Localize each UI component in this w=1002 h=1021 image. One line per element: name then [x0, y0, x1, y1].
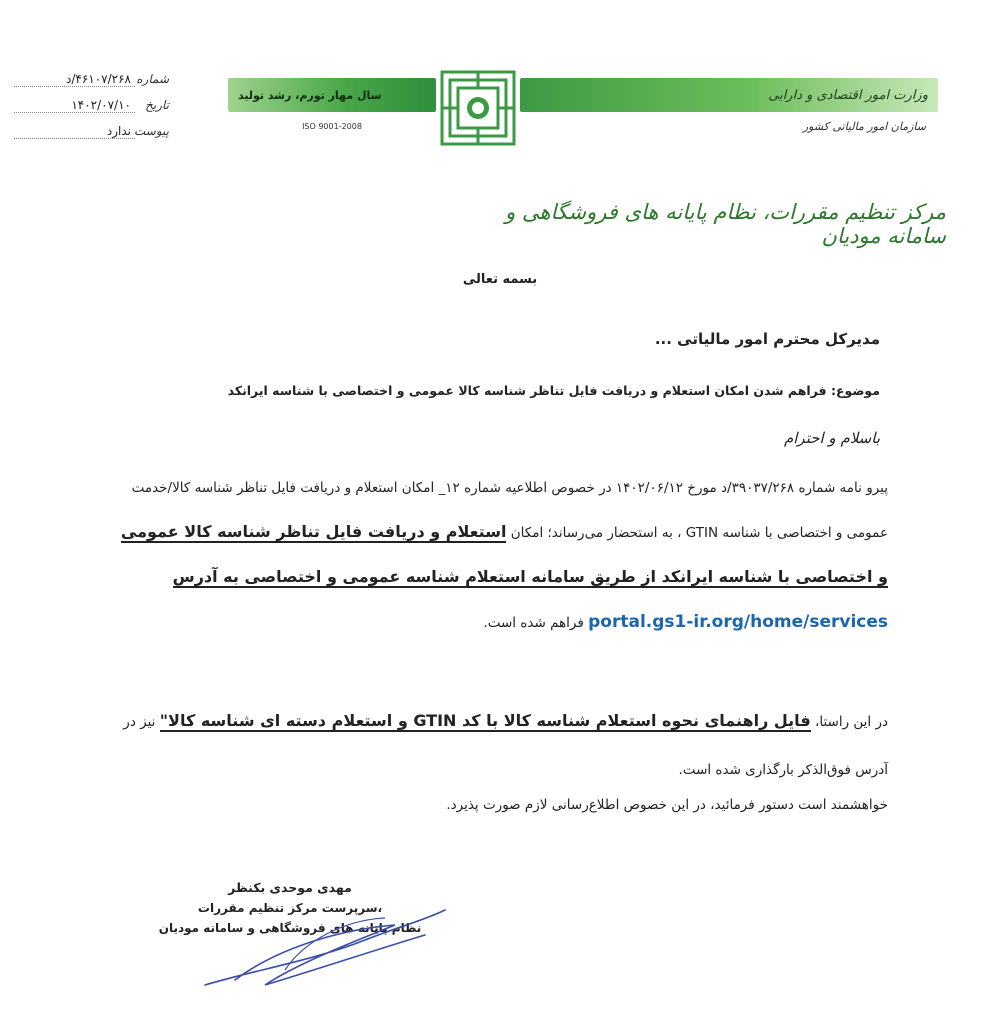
greeting: باسلام و احترام: [783, 429, 880, 447]
ministry-name: وزارت امور اقتصادی و دارایی: [520, 78, 938, 112]
signatory-title-line-2: نظام پایانه های فروشگاهی و سامانه مودیان: [158, 921, 422, 935]
attachment-label: پیوست: [134, 124, 169, 138]
paragraph-2-emphasis: فایل راهنمای نحوه استعلام شناسه کالا با کد GTIN و استعلام دسته ای شناسه کالا": [159, 711, 811, 730]
body-paragraph-3: خواهشمند است دستور فرمائید، در این خصوص اطلاع‌رسانی لازم صورت پذیرد.: [446, 797, 888, 813]
addressee: مدیرکل محترم امور مالیاتی ...: [654, 330, 880, 348]
letter-meta: [14, 72, 169, 150]
meta-number-row: [14, 72, 169, 98]
number-value: ۴۶۱۰۷/۲۶۸/د: [14, 72, 135, 87]
department-title: مرکز تنظیم مقررات، نظام پایانه های فروشگاهی و سامانه مودیان: [505, 200, 946, 248]
date-label: تاریخ: [145, 98, 169, 112]
handwritten-signature: [195, 890, 455, 1000]
body-paragraph-1: [118, 466, 888, 645]
bismillah: بسمه تعالی: [462, 272, 538, 287]
meta-attachment-row: [14, 124, 169, 150]
subject-line: موضوع: فراهم شدن امکان استعلام و دریافت فایل تناظر شناسه کالا عمومی و اختصاصی با شناسه ایرانکد: [227, 383, 880, 398]
header-band-left: [228, 78, 436, 144]
services-portal-link[interactable]: portal.gs1-ir.org/home/services: [588, 612, 888, 632]
year-slogan: سال مهار تورم، رشد تولید: [228, 78, 436, 112]
paragraph-1-emphasis: استعلام و دریافت فایل تناظر شناسه کالا عمومی و اختصاصی با شناسه ایرانکد از طریق سامانه استعلام شناسه عمومی و اختصاصی به آدرس: [120, 522, 888, 586]
body-paragraph-2: [118, 697, 888, 794]
paragraph-2-outro: نیز در آدرس فوق‌الذکر بارگذاری شده است.: [123, 714, 888, 778]
signatory-name: مهدی موحدی بکنظر: [228, 880, 352, 895]
date-value: ۱۴۰۲/۰۷/۱۰: [14, 98, 135, 113]
iso-label: ISO 9001-2008: [302, 121, 362, 131]
organization-name: سازمان امور مالیاتی کشور: [802, 119, 926, 133]
attachment-value: ندارد: [14, 124, 135, 139]
number-label: شماره: [136, 72, 169, 86]
signatory-title-line-1: سرپرست مرکز تنظیم مقررات،: [197, 901, 383, 915]
emblem-icon: [440, 70, 516, 146]
paragraph-1-outro: فراهم شده است.: [483, 615, 584, 631]
paragraph-1-intro: پیرو نامه شماره ۳۹۰۳۷/۲۶۸/د مورخ ۱۴۰۲/۰۶/۱۲ در خصوص اطلاعیه شماره ۱۲_ امکان استعلام و دریافت فایل تناظر شناسه کالا/خدمت عمومی و اختصاصی با شناسه GTIN ، به استحضار می‌رساند؛ امکان: [131, 480, 888, 541]
tax-organization-logo: [440, 70, 516, 146]
meta-date-row: [14, 98, 169, 124]
header-band-right: [520, 78, 938, 144]
paragraph-2-intro: در این راستا،: [814, 714, 888, 730]
